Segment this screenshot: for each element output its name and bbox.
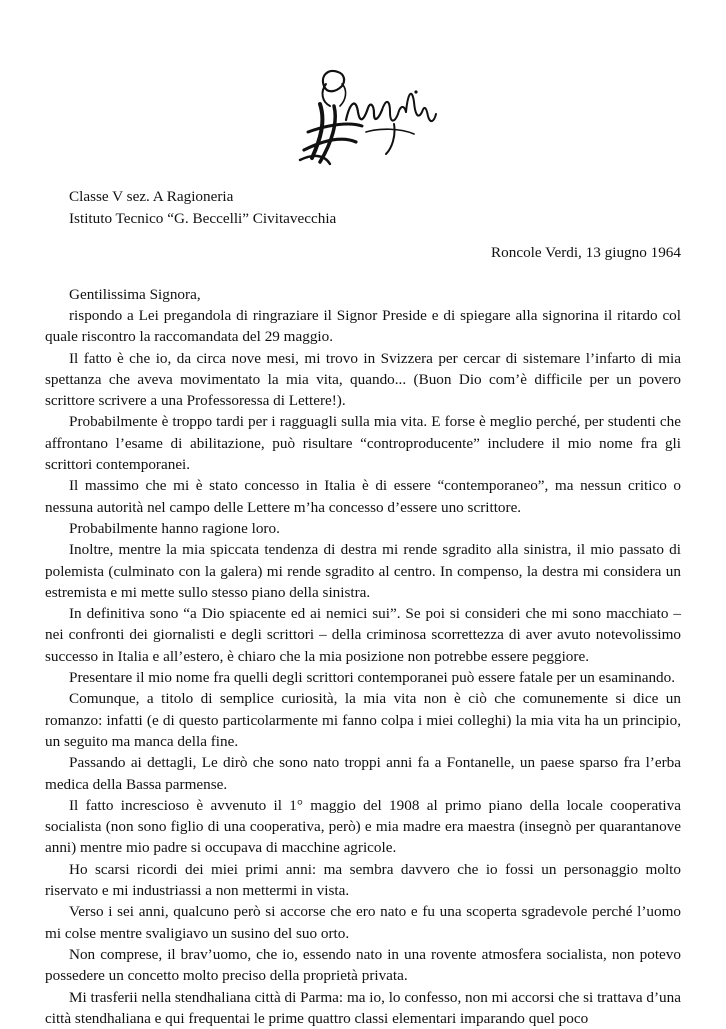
paragraph: Verso i sei anni, qualcuno però si accorse che ero nato e fu una scoperta sgradevole perché l’uomo mi colse mentre svaligiavo un susino del suo orto. xyxy=(45,901,681,944)
recipient-line-class: Classe V sez. A Ragioneria xyxy=(69,186,336,208)
paragraph: Comunque, a titolo di semplice curiosità, la mia vita non è ciò che comunemente si dice un romanzo: infatti (e di questo particolarmente mi fanno colpa i miei colleghi) la mia vita ha un principio, un seguito ma manca della fine. xyxy=(45,688,681,752)
paragraph: Mi trasferii nella stendhaliana città di Parma: ma io, lo confesso, non mi accorsi che si trattava d’una città stendhaliana e qui frequentai le prime quattro classi elementari imparando quel poco xyxy=(45,987,681,1029)
handwritten-signature xyxy=(290,62,440,172)
paragraph: Ho scarsi ricordi dei miei primi anni: ma sembra davvero che io fossi un personaggio molto riservato e mi industriassi a non mettermi in vista. xyxy=(45,859,681,902)
paragraph: Non comprese, il brav’uomo, che io, essendo nato in una rovente atmosfera socialista, non potevo possedere un concetto molto preciso della proprietà privata. xyxy=(45,944,681,987)
paragraph: Inoltre, mentre la mia spiccata tendenza di destra mi rende sgradito alla sinistra, il mio passato di polemista (culminato con la galera) mi rende sgradito al centro. In compenso, la destra mi considera un estremista e mi mette sullo stesso piano della sinistra. xyxy=(45,539,681,603)
salutation: Gentilissima Signora, xyxy=(69,284,201,306)
paragraph: Il fatto increscioso è avvenuto il 1° maggio del 1908 al primo piano della locale cooperativa socialista (non sono figlio di una cooperativa, però) e mia madre era maestra (insegnò per quarantanove anni) mentre mio padre si occupava di macchine agricole. xyxy=(45,795,681,859)
paragraph: Il fatto è che io, da circa nove mesi, mi trovo in Svizzera per cercar di sistemare l’infarto di mia spettanza che aveva movimentato la mia vita, quando... (Buon Dio com’è difficile per un povero scrittore scrivere a una Professoressa di Lettere!). xyxy=(45,348,681,412)
paragraph: rispondo a Lei pregandola di ringraziare il Signor Preside e di spiegare alla signorina il ritardo col quale riscontro la raccomandata del 29 maggio. xyxy=(45,305,681,348)
paragraph: Presentare il mio nome fra quelli degli scrittori contemporanei può essere fatale per un esaminando. xyxy=(45,667,681,688)
recipient-line-school: Istituto Tecnico “G. Beccelli” Civitavecchia xyxy=(69,208,336,230)
paragraph: Il massimo che mi è stato concesso in Italia è di essere “contemporaneo”, ma nessun critico o nessuna autorità nel campo delle Lettere m’ha concesso d’essere uno scrittore. xyxy=(45,475,681,518)
paragraph: Passando ai dettagli, Le dirò che sono nato troppi anni fa a Fontanelle, un paese sparso fra l’erba medica della Bassa parmense. xyxy=(45,752,681,795)
paragraph: Probabilmente hanno ragione loro. xyxy=(45,518,681,539)
date-line: Roncole Verdi, 13 giugno 1964 xyxy=(491,242,681,264)
letter-body xyxy=(45,305,681,1029)
paragraph: Probabilmente è troppo tardi per i ragguagli sulla mia vita. E forse è meglio perché, per studenti che affrontano l’esame di abilitazione, può risultare “controproducente” includere il mio nome fra gli scrittori contemporanei. xyxy=(45,411,681,475)
paragraph: In definitiva sono “a Dio spiacente ed ai nemici sui”. Se poi si consideri che mi sono macchiato – nei confronti dei giornalisti e degli scrittori – della criminosa scorrettezza di aver avuto notevolissimo successo in Italia e all’estero, è chiaro che la mia posizione non potrebbe essere peggiore. xyxy=(45,603,681,667)
recipient-address xyxy=(69,186,336,230)
